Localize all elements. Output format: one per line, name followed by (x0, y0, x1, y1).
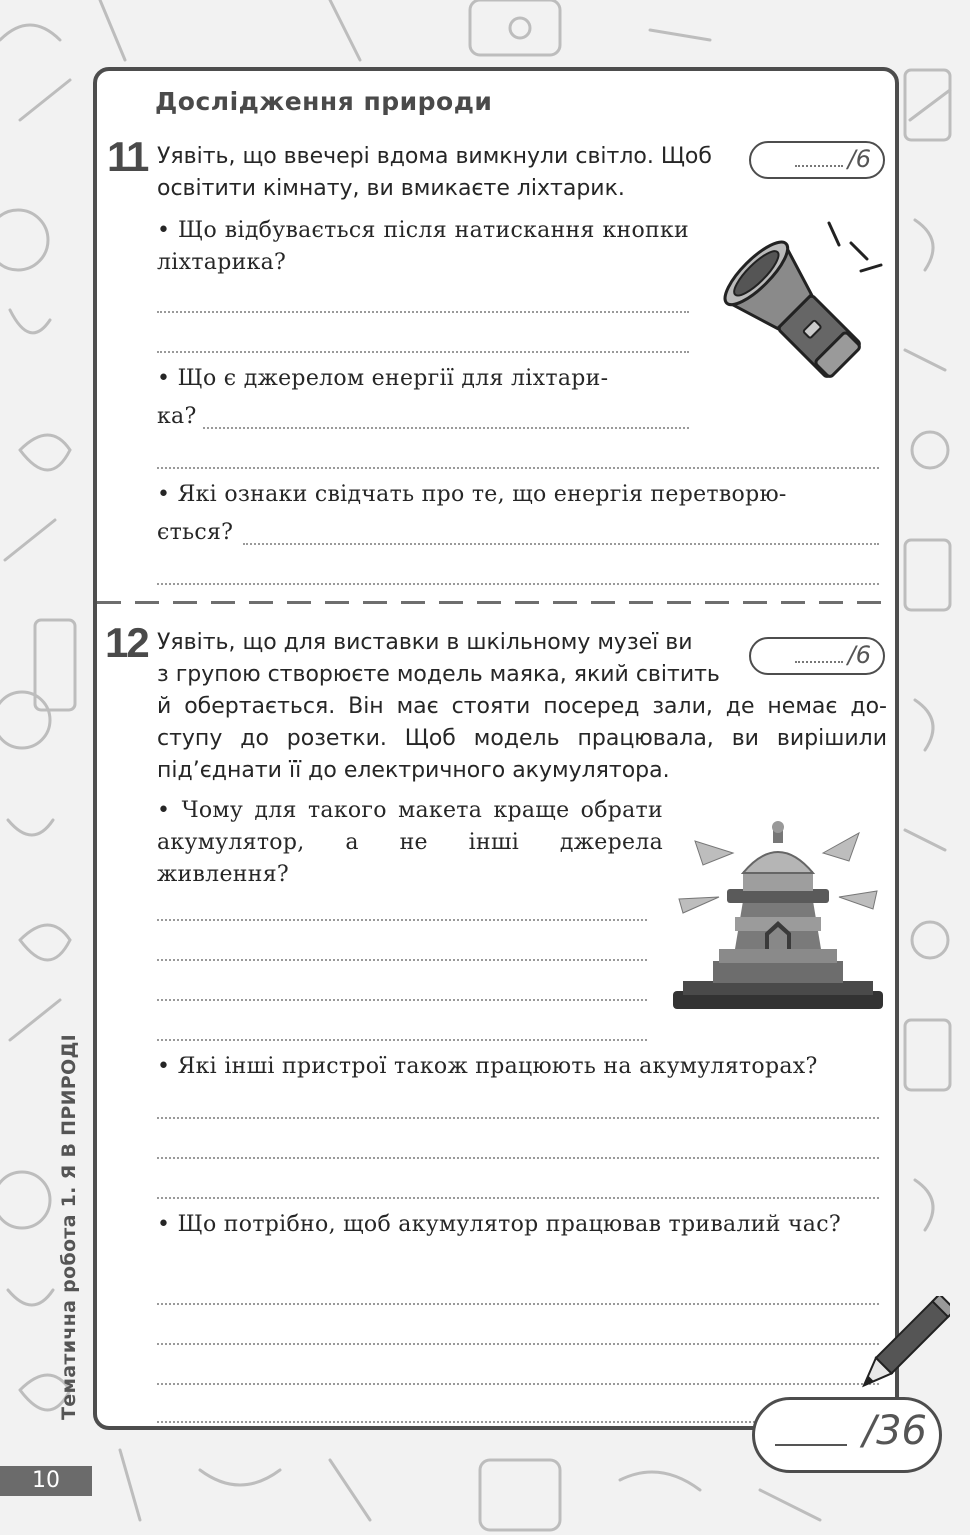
pencil-icon (850, 1296, 950, 1400)
task12-score-field[interactable] (749, 637, 885, 675)
answer-line[interactable] (157, 311, 689, 313)
worksheet-card (93, 67, 899, 1430)
answer-line[interactable] (157, 1303, 879, 1305)
task11-question-3: • Які ознаки свідчать про те, що енергія перетворю- (157, 482, 787, 507)
task12-question-1: • Чому для такого макета краще обрати акумулятор, а не інші джерела живлення? (157, 798, 663, 887)
task11-question-2-cont: ка? (157, 404, 197, 429)
task11-question-3-cont: ється? (157, 520, 234, 545)
task12-intro-line-4: ступу до розетки. Щоб модель працювала, ви вирішили (157, 726, 887, 751)
page-number: 10 (0, 1466, 92, 1496)
task11-intro: Уявіть, що ввечері вдома вимкнули світло. Щоб освітити кімнату, ви вмикаєте ліхтарик. (157, 144, 712, 201)
task12-intro-line-5: під’єднати її до електричного акумулятора. (157, 758, 670, 783)
task12-question-2: • Які інші пристрої також працюють на акумуляторах? (157, 1054, 818, 1079)
total-score-field[interactable] (752, 1397, 942, 1473)
answer-line[interactable] (157, 999, 647, 1001)
answer-line[interactable] (157, 1197, 879, 1199)
score-max: /6 (847, 145, 871, 173)
answer-line[interactable] (157, 351, 689, 353)
score-blank (795, 661, 843, 663)
task12-question-3: • Що потрібно, щоб акумулятор працював тривалий час? (157, 1212, 841, 1237)
task11-score-field[interactable] (749, 141, 885, 179)
task12-intro-line-1: Уявіть, що для виставки в шкільному музеї ви (157, 630, 693, 655)
answer-line[interactable] (157, 1039, 647, 1041)
answer-line[interactable] (157, 1383, 879, 1385)
task11-question-1: • Що відбувається після натискання кнопки ліхтарика? (157, 218, 689, 275)
answer-line[interactable] (157, 959, 647, 961)
section-title: Дослідження природи (155, 87, 493, 116)
total-score-blank (775, 1444, 847, 1446)
answer-line[interactable] (157, 467, 879, 469)
score-max: /6 (847, 641, 871, 669)
task-number-12: 12 (105, 619, 148, 666)
task12-intro-line-3: й обертається. Він має стояти посеред зали, де немає до- (157, 694, 887, 719)
score-blank (795, 165, 843, 167)
answer-line[interactable] (203, 427, 689, 429)
flashlight-icon (711, 213, 887, 389)
answer-line[interactable] (157, 583, 879, 585)
task11-question-2: • Що є джерелом енергії для ліхтари- (157, 366, 609, 391)
task-number-11: 11 (107, 133, 148, 180)
task12-intro-line-2: з групою створюєте модель маяка, який світить (157, 662, 720, 687)
lighthouse-icon (673, 821, 883, 1013)
answer-line[interactable] (243, 543, 879, 545)
side-label: Тематична робота 1. Я В ПРИРОДІ (58, 1033, 80, 1420)
answer-line[interactable] (157, 1157, 879, 1159)
answer-line[interactable] (157, 1343, 879, 1345)
answer-line[interactable] (157, 1117, 879, 1119)
task-divider (97, 601, 899, 604)
answer-line[interactable] (157, 919, 647, 921)
total-score-max: /36 (862, 1408, 927, 1454)
